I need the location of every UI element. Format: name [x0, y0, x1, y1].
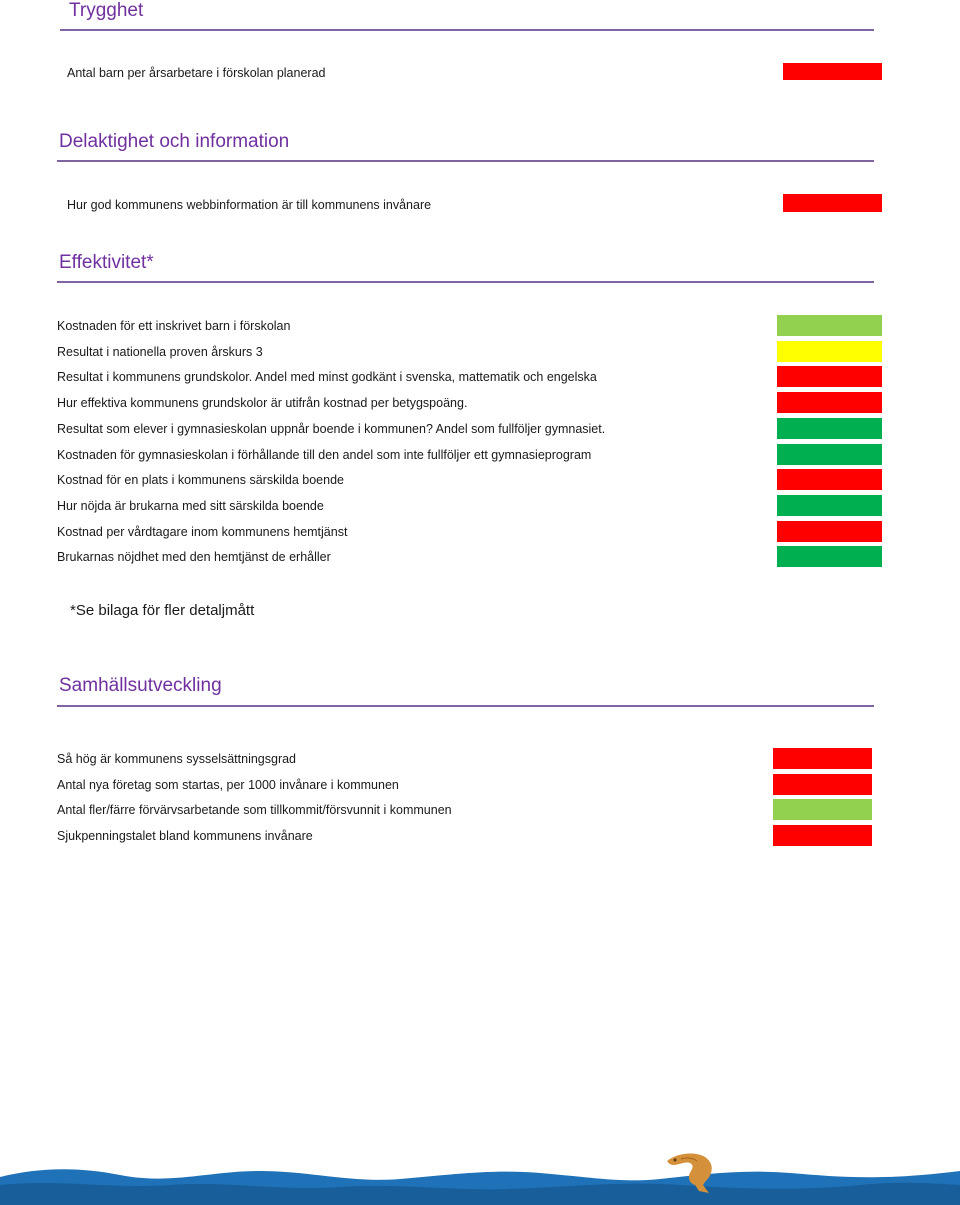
- status-indicator: [777, 521, 882, 542]
- indicator-label: Hur nöjda är brukarna med sitt särskilda boende: [57, 498, 324, 513]
- status-indicator: [777, 444, 882, 465]
- status-indicator: [773, 748, 872, 769]
- appendix-note: *Se bilaga för fler detaljmått: [70, 602, 255, 619]
- status-indicator: [777, 315, 882, 336]
- section-title-trygghet: Trygghet: [69, 0, 144, 21]
- indicator-label: Antal fler/färre förvärvsarbetande som tillkommit/försvunnit i kommunen: [57, 803, 452, 818]
- indicator-label: Kostnad för en plats i kommunens särskilda boende: [57, 473, 344, 488]
- indicator-label: Antal nya företag som startas, per 1000 invånare i kommunen: [57, 777, 399, 792]
- status-indicator: [777, 469, 882, 490]
- status-indicator: [777, 392, 882, 413]
- indicator-label: Kostnaden för gymnasieskolan i förhållande till den andel som inte fullföljer ett gymnasieprogram: [57, 447, 592, 462]
- section-divider-samhallsutveckling: [57, 705, 874, 707]
- indicator-label: Hur god kommunens webbinformation är till kommunens invånare: [67, 198, 432, 212]
- status-indicator: [777, 366, 882, 387]
- status-indicator: [773, 825, 872, 846]
- status-indicator: [777, 418, 882, 439]
- section-title-delaktighet: Delaktighet och information: [59, 131, 290, 152]
- indicator-label: Brukarnas nöjdhet med den hemtjänst de erhåller: [57, 550, 331, 565]
- indicator-label: Resultat i nationella proven årskurs 3: [57, 344, 263, 359]
- footer-wave-band: [0, 1145, 960, 1205]
- status-indicator: [777, 495, 882, 516]
- wave-icon: [0, 1169, 960, 1205]
- status-indicator: [783, 63, 882, 80]
- indicator-label: Resultat som elever i gymnasieskolan uppnår boende i kommunen? Andel som fullföljer gymnasiet.: [57, 421, 606, 436]
- indicator-label: Kostnaden för ett inskrivet barn i förskolan: [57, 319, 291, 333]
- status-indicator: [777, 341, 882, 362]
- section-divider-effektivitet: [57, 281, 874, 283]
- section-title-samhallsutveckling: Samhällsutveckling: [59, 675, 222, 696]
- section-divider-trygghet: [60, 29, 874, 31]
- indicator-label: Resultat i kommunens grundskolor. Andel med minst godkänt i svenska, mattematik och engelska: [57, 370, 597, 385]
- indicator-label: Så hög är kommunens sysselsättningsgrad: [57, 752, 297, 766]
- status-indicator: [773, 799, 872, 820]
- indicator-label: Kostnad per vårdtagare inom kommunens hemtjänst: [57, 524, 348, 539]
- section-title-effektivitet: Effektivitet*: [59, 252, 154, 273]
- indicator-label: Antal barn per årsarbetare i förskolan planerad: [67, 66, 326, 80]
- status-indicator: [777, 546, 882, 567]
- section-divider-delaktighet: [57, 160, 874, 162]
- indicator-label: Sjukpenningstalet bland kommunens invånare: [57, 829, 313, 844]
- status-indicator: [773, 774, 872, 795]
- indicator-label: Hur effektiva kommunens grundskolor är utifrån kostnad per betygspoäng.: [57, 396, 468, 411]
- status-indicator: [783, 194, 882, 212]
